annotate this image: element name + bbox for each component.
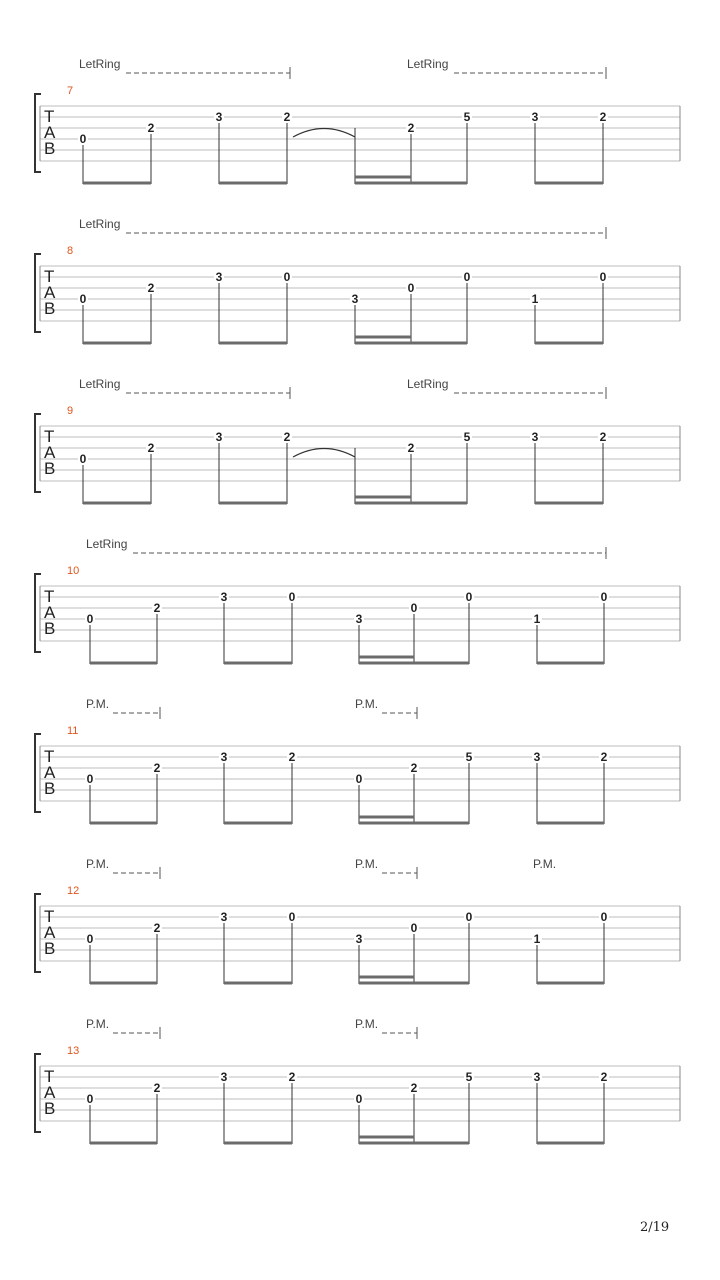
fret-number: 3 (220, 750, 228, 764)
annotation-label: P.M. (533, 857, 557, 871)
fret-number: 3 (355, 612, 363, 626)
fret-number: 3 (220, 590, 228, 604)
tab-system-9 (35, 377, 680, 504)
fret-number: 2 (599, 110, 607, 124)
measure-number: 9 (67, 405, 74, 417)
fret-number: 3 (215, 430, 223, 444)
fret-number: 0 (465, 590, 473, 604)
fret-number: 2 (153, 1081, 161, 1095)
annotation-label: LetRing (79, 217, 121, 231)
fret-number: 0 (410, 601, 418, 615)
fret-number: 2 (283, 430, 291, 444)
tab-clef-letter: A (44, 763, 56, 782)
fret-number: 3 (531, 110, 539, 124)
tab-clef-letter: T (44, 1067, 55, 1086)
fret-number: 0 (600, 590, 608, 604)
fret-number: 0 (288, 590, 296, 604)
fret-number: 2 (153, 761, 161, 775)
fret-number: 2 (407, 121, 415, 135)
annotation-label: P.M. (355, 1017, 379, 1031)
tab-clef-letter: B (44, 459, 56, 478)
fret-number: 1 (531, 292, 539, 306)
fret-number: 3 (215, 270, 223, 284)
fret-number: 2 (600, 1070, 608, 1084)
annotation-label: P.M. (355, 857, 379, 871)
fret-number: 0 (410, 921, 418, 935)
fret-number: 0 (86, 932, 94, 946)
annotation-label: LetRing (79, 57, 121, 71)
fret-number: 3 (533, 1070, 541, 1084)
fret-number: 2 (288, 750, 296, 764)
tie-arc (293, 129, 355, 138)
page-number: 2/19 (640, 1220, 670, 1235)
fret-number: 5 (465, 750, 473, 764)
fret-number: 5 (465, 1070, 473, 1084)
fret-number: 0 (86, 772, 94, 786)
fret-number: 0 (465, 910, 473, 924)
tab-clef-letter: T (44, 267, 55, 286)
tab-clef-letter: T (44, 107, 55, 126)
tab-clef-letter: B (44, 619, 56, 638)
fret-number: 2 (153, 601, 161, 615)
fret-number: 2 (599, 430, 607, 444)
tab-clef-letter: T (44, 907, 55, 926)
tab-clef-letter: A (44, 443, 56, 462)
measure-number: 10 (67, 565, 80, 577)
tab-system-13 (35, 1017, 680, 1144)
annotation-label: LetRing (407, 377, 449, 391)
tab-system-8 (35, 217, 680, 344)
tab-system-7 (35, 57, 680, 184)
tab-clef-letter: A (44, 1083, 56, 1102)
measure-number: 11 (67, 725, 79, 737)
tab-clef-letter: T (44, 747, 55, 766)
fret-number: 0 (599, 270, 607, 284)
tab-clef-letter: B (44, 939, 56, 958)
annotation-label: LetRing (407, 57, 449, 71)
fret-number: 2 (600, 750, 608, 764)
fret-number: 2 (410, 761, 418, 775)
fret-number: 1 (533, 612, 541, 626)
fret-number: 3 (215, 110, 223, 124)
fret-number: 0 (86, 612, 94, 626)
tab-system-12 (35, 857, 680, 984)
tab-clef-letter: A (44, 923, 56, 942)
annotation-label: LetRing (86, 537, 128, 551)
tab-clef-letter: A (44, 283, 56, 302)
fret-number: 2 (288, 1070, 296, 1084)
annotation-label: LetRing (79, 377, 121, 391)
fret-number: 3 (531, 430, 539, 444)
measure-number: 7 (67, 85, 74, 97)
tab-clef-letter: B (44, 139, 56, 158)
fret-number: 0 (407, 281, 415, 295)
annotation-label: P.M. (355, 697, 379, 711)
fret-number: 2 (283, 110, 291, 124)
fret-number: 2 (410, 1081, 418, 1095)
fret-number: 0 (600, 910, 608, 924)
tab-clef-letter: B (44, 779, 56, 798)
fret-number: 3 (355, 932, 363, 946)
fret-number: 0 (463, 270, 471, 284)
tab-clef-letter: A (44, 123, 56, 142)
fret-number: 0 (79, 452, 87, 466)
fret-number: 2 (147, 281, 155, 295)
fret-number: 3 (220, 1070, 228, 1084)
annotation-label: P.M. (86, 1017, 110, 1031)
measure-number: 12 (67, 885, 80, 897)
fret-number: 0 (283, 270, 291, 284)
fret-number: 0 (79, 292, 87, 306)
tab-clef-letter: B (44, 1099, 56, 1118)
tab-clef-letter: B (44, 299, 56, 318)
fret-number: 0 (288, 910, 296, 924)
tie-arc (293, 449, 355, 458)
fret-number: 3 (533, 750, 541, 764)
fret-number: 1 (533, 932, 541, 946)
fret-number: 2 (147, 121, 155, 135)
tab-system-11 (35, 697, 680, 824)
fret-number: 0 (355, 1092, 363, 1106)
fret-number: 5 (463, 110, 471, 124)
measure-number: 13 (67, 1045, 80, 1057)
tab-clef-letter: A (44, 603, 56, 622)
tab-system-10 (35, 537, 680, 664)
tab-clef-letter: T (44, 587, 55, 606)
fret-number: 2 (407, 441, 415, 455)
fret-number: 5 (463, 430, 471, 444)
annotation-label: P.M. (86, 857, 110, 871)
annotation-label: P.M. (86, 697, 110, 711)
measure-number: 8 (67, 245, 74, 257)
fret-number: 2 (147, 441, 155, 455)
tab-clef-letter: T (44, 427, 55, 446)
fret-number: 0 (86, 1092, 94, 1106)
fret-number: 3 (220, 910, 228, 924)
fret-number: 0 (79, 132, 87, 146)
fret-number: 0 (355, 772, 363, 786)
fret-number: 3 (351, 292, 359, 306)
fret-number: 2 (153, 921, 161, 935)
